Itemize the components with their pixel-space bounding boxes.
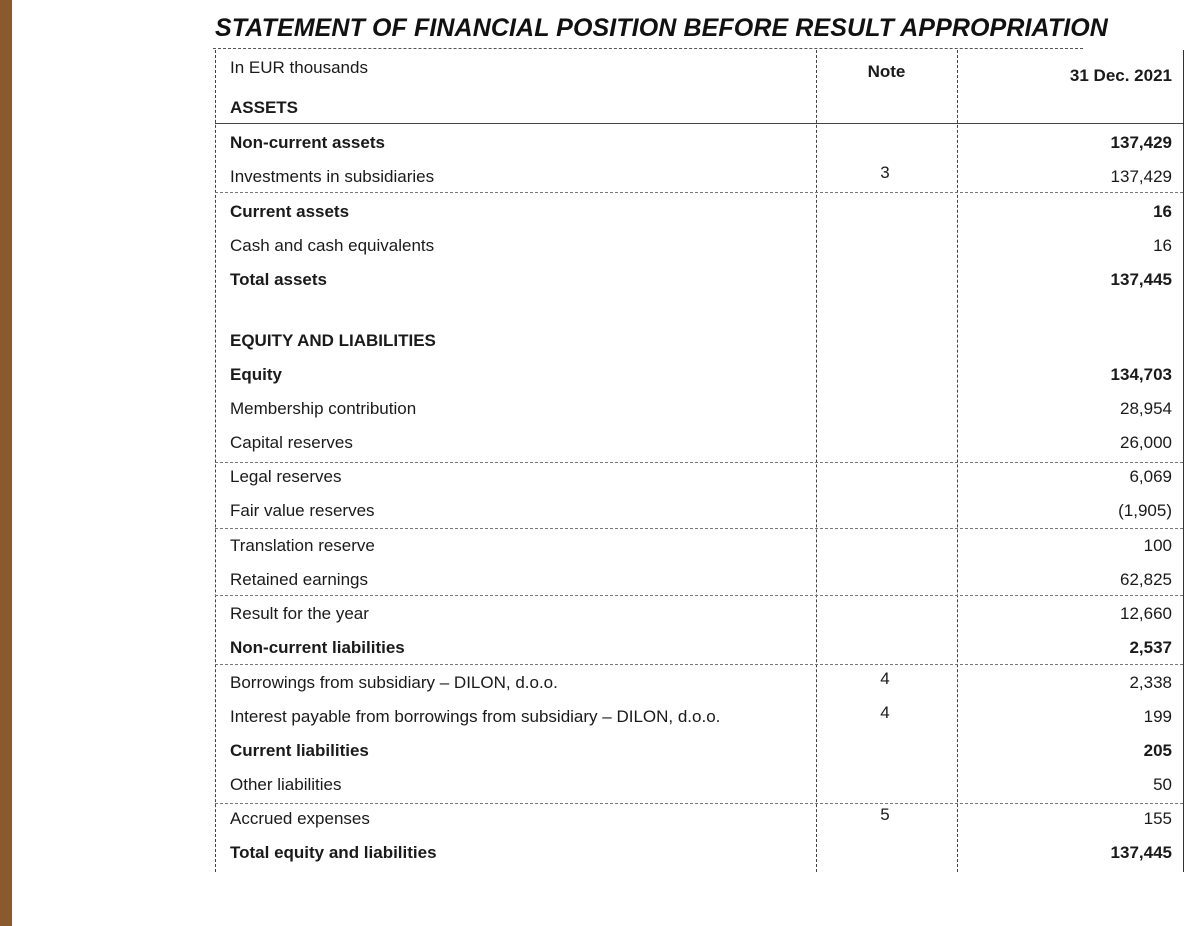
row-value: 26,000 bbox=[1120, 433, 1172, 452]
row-value: 16 bbox=[1153, 236, 1172, 255]
date-column-header: 31 Dec. 2021 bbox=[1069, 66, 1172, 85]
statement-row bbox=[230, 494, 1172, 528]
statement-row bbox=[230, 263, 1172, 297]
statement-row bbox=[230, 358, 1172, 392]
row-label: Accrued expenses bbox=[230, 809, 370, 828]
header-rule bbox=[215, 123, 1183, 124]
row-divider bbox=[215, 462, 1183, 463]
row-value: 28,954 bbox=[1120, 399, 1172, 418]
statement-row bbox=[230, 460, 1172, 494]
row-divider bbox=[215, 528, 1183, 529]
row-value: 137,429 bbox=[1110, 167, 1172, 186]
row-label: Equity bbox=[230, 365, 282, 384]
row-label: Other liabilities bbox=[230, 775, 342, 794]
statement-row bbox=[230, 126, 1172, 160]
row-label: Borrowings from subsidiary – DILON, d.o.o. bbox=[230, 673, 558, 692]
row-value: 2,537 bbox=[1129, 638, 1172, 657]
row-divider bbox=[215, 803, 1183, 804]
row-divider bbox=[215, 192, 1183, 193]
row-label: Total assets bbox=[230, 270, 328, 289]
row-label: Non-current liabilities bbox=[230, 638, 405, 657]
row-value: 155 bbox=[1143, 809, 1172, 828]
row-label: Investments in subsidiaries bbox=[230, 167, 435, 186]
row-label: Total equity and liabilities bbox=[230, 843, 437, 862]
row-value: 100 bbox=[1143, 536, 1172, 555]
statement-row bbox=[230, 563, 1172, 597]
statement-row bbox=[230, 529, 1172, 563]
row-label: Current assets bbox=[230, 202, 350, 221]
right-border bbox=[1183, 50, 1184, 872]
note-column-header: Note bbox=[867, 62, 906, 81]
row-value: 6,069 bbox=[1129, 467, 1172, 486]
row-label: Current liabilities bbox=[230, 741, 369, 760]
statement-row bbox=[230, 324, 1172, 358]
statement-row bbox=[230, 666, 1172, 700]
row-label: EQUITY AND LIABILITIES bbox=[230, 331, 436, 350]
statement-row bbox=[230, 836, 1172, 870]
row-label: Cash and cash equivalents bbox=[230, 236, 435, 255]
unit-label: In EUR thousands bbox=[230, 58, 368, 77]
statement-row bbox=[230, 802, 1172, 836]
statement-row bbox=[230, 631, 1172, 665]
row-label: Translation reserve bbox=[230, 536, 375, 555]
statement-row bbox=[230, 392, 1172, 426]
row-label: Fair value reserves bbox=[230, 501, 375, 520]
assets-heading: ASSETS bbox=[230, 98, 299, 117]
row-value: 2,338 bbox=[1129, 673, 1172, 692]
statement-row bbox=[230, 229, 1172, 263]
row-value: 16 bbox=[1153, 202, 1172, 221]
statement-row bbox=[230, 597, 1172, 631]
row-value: 50 bbox=[1153, 775, 1172, 794]
row-label: Capital reserves bbox=[230, 433, 353, 452]
row-value: 134,703 bbox=[1110, 365, 1172, 384]
row-value: 205 bbox=[1143, 741, 1172, 760]
row-value: (1,905) bbox=[1118, 501, 1172, 520]
statement-row bbox=[230, 426, 1172, 460]
row-value: 62,825 bbox=[1120, 570, 1172, 589]
scan-edge-strip bbox=[0, 0, 12, 926]
row-label: Legal reserves bbox=[230, 467, 342, 486]
row-label: Result for the year bbox=[230, 604, 369, 623]
row-label: Interest payable from borrowings from subsidiary – DILON, d.o.o. bbox=[230, 707, 721, 726]
title-rule bbox=[213, 48, 1083, 49]
row-note: 5 bbox=[880, 805, 890, 824]
statement-row bbox=[230, 768, 1172, 802]
row-label: Membership contribution bbox=[230, 399, 417, 418]
row-note: 4 bbox=[880, 703, 890, 722]
statement-title: STATEMENT OF FINANCIAL POSITION BEFORE RESULT APPROPRIATION bbox=[215, 14, 1108, 42]
row-value: 137,429 bbox=[1110, 133, 1172, 152]
row-value: 199 bbox=[1143, 707, 1172, 726]
row-divider bbox=[215, 595, 1183, 596]
statement-row bbox=[230, 700, 1172, 734]
row-value: 137,445 bbox=[1110, 270, 1172, 289]
row-divider bbox=[215, 664, 1183, 665]
row-value: 12,660 bbox=[1120, 604, 1172, 623]
statement-row bbox=[230, 160, 1172, 194]
statement-row bbox=[230, 734, 1172, 768]
left-border bbox=[215, 50, 216, 872]
row-label: Non-current assets bbox=[230, 133, 385, 152]
row-label: Retained earnings bbox=[230, 570, 368, 589]
row-note: 4 bbox=[880, 669, 890, 688]
statement-row bbox=[230, 195, 1172, 229]
row-note: 3 bbox=[880, 163, 890, 182]
row-value: 137,445 bbox=[1110, 843, 1172, 862]
